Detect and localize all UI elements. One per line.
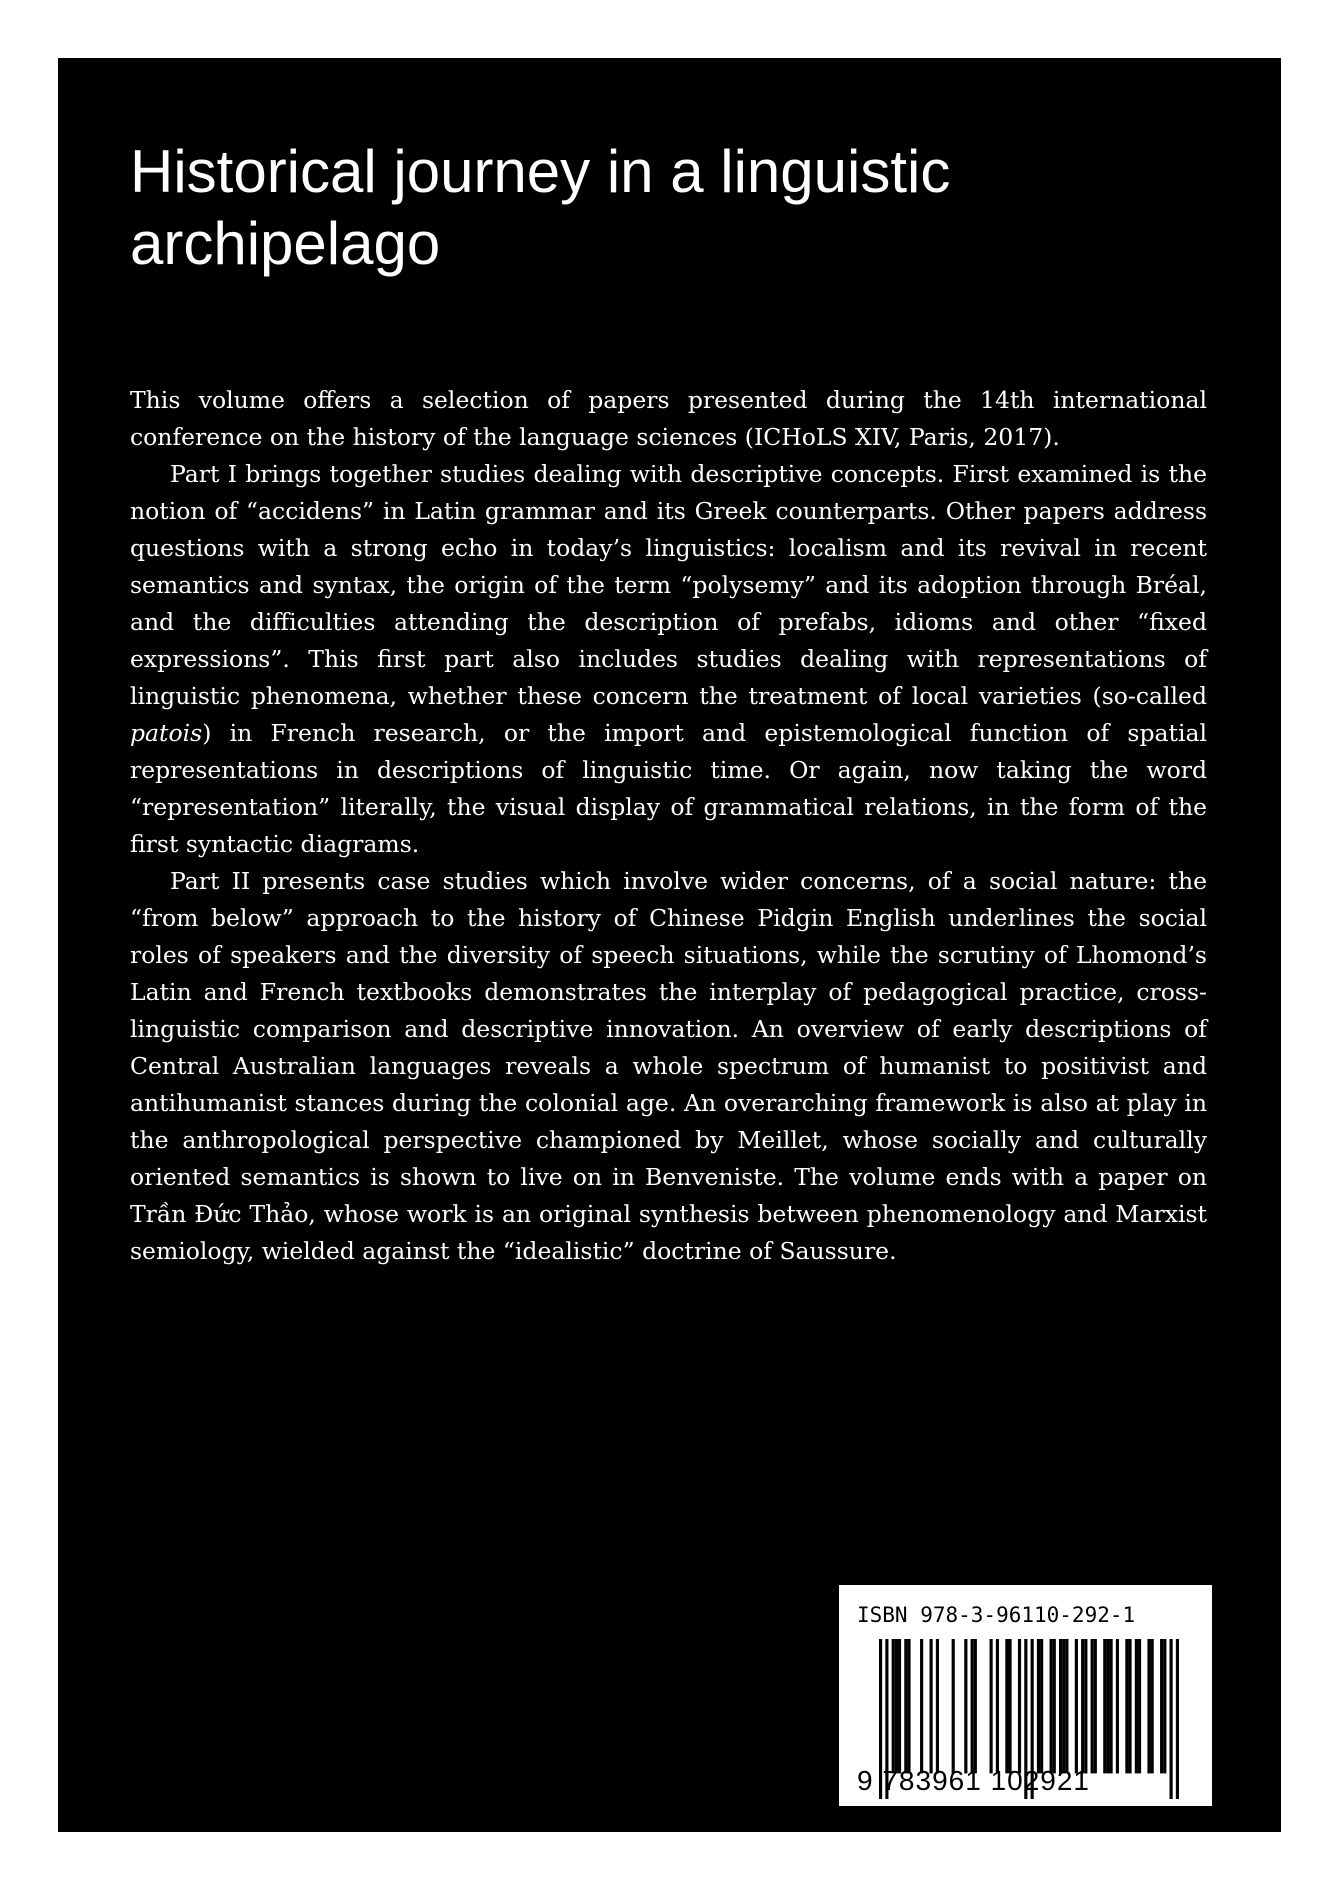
barcode-bar xyxy=(895,1639,898,1773)
barcode-bar xyxy=(974,1639,977,1773)
barcode-bar xyxy=(907,1639,910,1773)
ean-digits: 9 783961 102921 xyxy=(857,1765,1090,1796)
barcode-bar xyxy=(1147,1639,1150,1773)
barcode-bar xyxy=(971,1639,974,1773)
barcode-bar xyxy=(1059,1639,1062,1773)
barcode-bar xyxy=(1065,1639,1068,1773)
blurb-italic-term: patois xyxy=(130,719,203,747)
back-cover xyxy=(58,58,1281,1832)
blurb-paragraph xyxy=(130,382,1207,456)
barcode-bar xyxy=(1125,1639,1128,1773)
barcode-bar xyxy=(996,1639,999,1773)
barcode-bar xyxy=(1053,1639,1056,1773)
barcode-bar xyxy=(1106,1639,1109,1773)
barcode-bar xyxy=(1103,1639,1106,1773)
barcode-bar xyxy=(1151,1639,1154,1773)
blurb-text: ) in French research, or the import and epistemological function of spatial representations in descriptions of linguistic time. Or again, now taking the word “representation” literally, the visual display of grammatical relations, in the form of the first syntactic diagrams. xyxy=(130,719,1207,858)
barcode-bar xyxy=(1091,1639,1094,1773)
barcode-bar xyxy=(1138,1639,1141,1773)
barcode-bar xyxy=(1081,1639,1084,1773)
barcode-bar xyxy=(990,1639,993,1773)
barcode-bar xyxy=(1062,1639,1065,1773)
barcode-bar xyxy=(952,1639,955,1773)
blurb-paragraph xyxy=(130,863,1207,1270)
barcode-bar xyxy=(904,1639,907,1773)
barcode-bar xyxy=(1110,1639,1113,1773)
blurb xyxy=(130,382,1207,1270)
barcode-bar xyxy=(964,1639,967,1773)
barcode-bar xyxy=(1135,1639,1138,1773)
book-title: Historical journey in a linguistic archipelago xyxy=(130,138,951,277)
barcode-bar xyxy=(1040,1639,1043,1773)
barcode-bar xyxy=(1116,1639,1119,1773)
blurb-paragraph xyxy=(130,456,1207,863)
blurb-text: Part II presents case studies which involve wider concerns, of a social nature: the “from below” approach to the history of Chinese Pidgin English underlines the social roles of speakers and the diversity of speech situations, while the scrutiny of Lhomond’s Latin and French textbooks demonstrates the interplay of pedagogical practice, cross-linguistic comparison and descriptive innovation. An overview of early descriptions of Central Australian languages reveals a whole spectrum of humanist to positivist and antihumanist stances during the colonial age. An overarching framework is also at play in the anthropological perspective championed by Meillet, whose socially and culturally oriented semantics is shown to live on in Benveniste. The volume ends with a paper on Trần Đức Thảo, whose work is an original synthesis between phenomenology and Marxist semiology, wielded against the “idealistic” doctrine of Saussure. xyxy=(130,867,1207,1265)
barcode-bar xyxy=(898,1639,901,1773)
barcode-bar xyxy=(930,1639,933,1773)
barcode-bar xyxy=(936,1639,939,1773)
barcode-bar xyxy=(1163,1639,1166,1773)
isbn-barcode xyxy=(839,1585,1212,1806)
barcode-bar xyxy=(1084,1639,1087,1773)
barcode-bar xyxy=(892,1639,895,1773)
barcode-bar xyxy=(1128,1639,1131,1773)
isbn-label: ISBN 978-3-96110-292-1 xyxy=(857,1603,1136,1627)
barcode-bar xyxy=(1160,1639,1163,1773)
barcode-bar xyxy=(1008,1639,1011,1773)
barcode-bar xyxy=(1050,1639,1053,1773)
blurb-text: This volume offers a selection of papers presented during the 14th international conference on the history of the language sciences (ICHoLS XIV, Paris, 2017). xyxy=(130,386,1207,451)
barcode-bar xyxy=(1037,1639,1040,1773)
barcode-bar xyxy=(1094,1639,1097,1773)
barcode-bar xyxy=(1005,1639,1008,1773)
blurb-text: Part I brings together studies dealing with descriptive concepts. First examined is the notion of “accidens” in Latin grammar and its Greek counterparts. Other papers address questions with a strong echo in today’s linguistics: localism and its revival in recent semantics and syntax, the origin of the term “polysemy” and its adoption through Bréal, and the difficulties attending the description of prefabs, idioms and other “fixed expressions”. This first part also includes studies dealing with representations of linguistic phenomena, whether these concern the treatment of local varieties (so-called xyxy=(130,460,1207,710)
barcode-bar xyxy=(1018,1639,1021,1773)
barcode-bar xyxy=(1075,1639,1078,1773)
barcode-bar xyxy=(920,1639,923,1773)
